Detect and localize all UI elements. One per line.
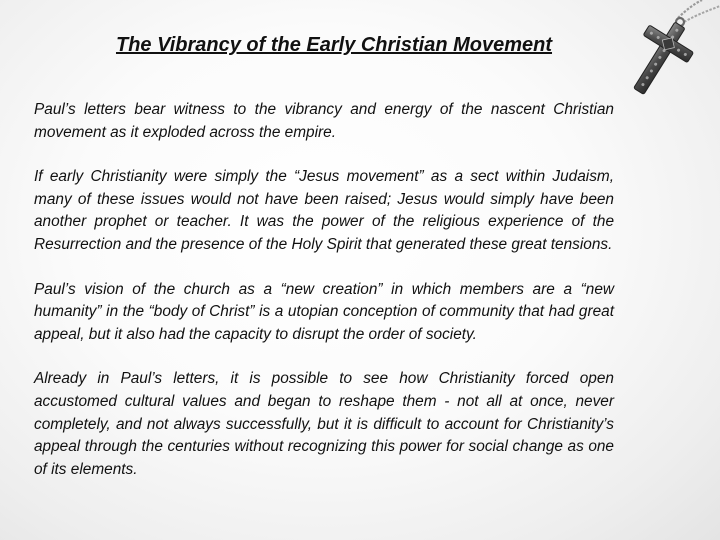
- paragraph: Paul’s vision of the church as a “new creation” in which members are a “new humanity” in the “body of Christ” is a utopian conception of community that had great appeal, but it also had the capacity to disrupt the order of society.: [34, 280, 614, 343]
- slide-body: [34, 99, 614, 503]
- cross-pendant-icon: [618, 0, 720, 130]
- slide-title: The Vibrancy of the Early Christian Movement: [115, 34, 553, 56]
- paragraph: Paul’s letters bear witness to the vibrancy and energy of the nascent Christian movement as it exploded across the empire.: [34, 101, 614, 141]
- paragraph: If early Christianity were simply the “Jesus movement” as a sect within Judaism, many of these issues would not have been raised; Jesus would simply have been another prophet or teacher. It was the power of the religious experience of the Resurrection and the presence of the Holy Spirit that generated these great tensions.: [34, 168, 614, 253]
- paragraph: Already in Paul’s letters, it is possible to see how Christianity forced open accustomed cultural values and began to reshape them - not all at once, never completely, and not always successfully, but it is difficult to account for Christianity’s appeal through the centuries without recognizing this power for social change as one of its elements.: [34, 370, 614, 478]
